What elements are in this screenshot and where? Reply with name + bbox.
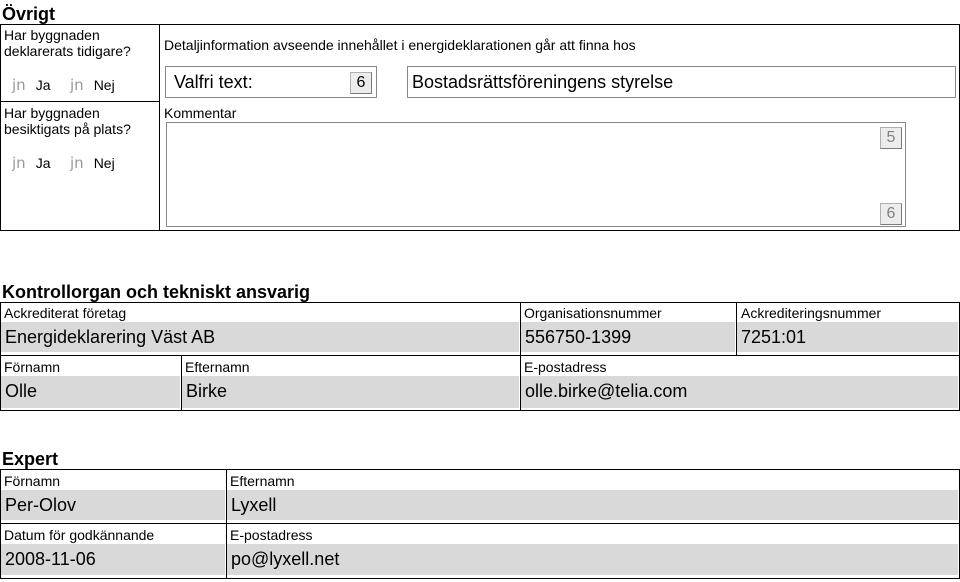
expert-row-divider — [0, 523, 960, 524]
fornamn-value: Olle — [5, 381, 38, 401]
kontroll-heading: Kontrollorgan och tekniskt ansvarig — [2, 282, 311, 302]
detail-info-text: Detaljinformation avseende innehållet i energideklarationen går att finna hos — [164, 37, 636, 53]
fornamn-label: Förnamn — [4, 359, 61, 375]
ackrediterat-value: Energideklarering Väst AB — [5, 327, 216, 347]
valfri-text-select[interactable] — [165, 66, 377, 98]
expert-datum-value: 2008-11-06 — [5, 549, 96, 569]
radio-deklarerats-ja[interactable] — [12, 77, 50, 93]
fornamn-field[interactable] — [1, 376, 181, 409]
dropdown-arrow-icon[interactable]: 6 — [350, 72, 372, 94]
expert-epost-value: po@lyxell.net — [231, 549, 340, 569]
epost-label: E-postadress — [524, 359, 607, 375]
radio-besiktigats-nej[interactable] — [70, 155, 115, 171]
valfri-text-label: Valfri text: — [174, 72, 253, 92]
radio-besiktigats-ja[interactable] — [12, 155, 50, 171]
orgnr-field[interactable] — [521, 322, 736, 353]
expert-fornamn-label: Förnamn — [4, 473, 61, 489]
expert-epost-field[interactable] — [227, 544, 959, 576]
efternamn-label: Efternamn — [185, 359, 250, 375]
radio-label: Nej — [93, 77, 115, 93]
expert-efternamn-field[interactable] — [227, 490, 959, 521]
radio-button-icon: jn — [12, 76, 26, 94]
radio-label: Ja — [35, 155, 51, 171]
expert-heading: Expert — [2, 449, 59, 469]
expert-fornamn-value: Per-Olov — [5, 495, 77, 515]
ackrnr-label: Ackrediteringsnummer — [741, 305, 882, 321]
efternamn-field[interactable] — [182, 376, 520, 409]
ackrnr-value: 7251:01 — [741, 327, 807, 347]
radio-button-icon: jn — [70, 76, 84, 94]
expert-efternamn-value: Lyxell — [231, 495, 277, 515]
orgnr-label: Organisationsnummer — [524, 305, 662, 321]
ovrigt-heading: Övrigt — [2, 4, 56, 24]
orgnr-value: 556750-1399 — [525, 327, 632, 347]
expert-datum-field[interactable] — [1, 544, 226, 576]
ovrigt-divider — [159, 24, 160, 231]
ovrigt-left-divider — [0, 101, 159, 102]
efternamn-value: Birke — [186, 381, 228, 401]
q-besiktigats-label: Har byggnaden besiktigats på plats? — [4, 105, 131, 137]
kommentar-label: Kommentar — [164, 105, 237, 121]
expert-efternamn-label: Efternamn — [230, 473, 295, 489]
expert-epost-label: E-postadress — [230, 527, 313, 543]
q-deklarerats-label: Har byggnaden deklarerats tidigare? — [4, 27, 131, 59]
scroll-down-icon[interactable]: 6 — [880, 203, 902, 225]
valfri-text-value: Bostadsrättsföreningens styrelse — [412, 72, 674, 92]
epost-field[interactable] — [521, 376, 959, 409]
radio-label: Ja — [35, 77, 51, 93]
radio-button-icon: jn — [12, 154, 26, 172]
ackrediterat-label: Ackrediterat företag — [4, 305, 127, 321]
expert-datum-label: Datum för godkännande — [4, 527, 155, 543]
ackrediterat-field[interactable] — [1, 322, 520, 353]
valfri-text-value-field[interactable] — [407, 66, 956, 98]
radio-label: Nej — [93, 155, 115, 171]
kontroll-row-divider — [0, 355, 960, 356]
radio-deklarerats-nej[interactable] — [70, 77, 115, 93]
scroll-up-icon[interactable]: 5 — [880, 127, 902, 149]
epost-value: olle.birke@telia.com — [525, 381, 688, 401]
expert-fornamn-field[interactable] — [1, 490, 226, 521]
radio-button-icon: jn — [70, 154, 84, 172]
ackrnr-field[interactable] — [737, 322, 959, 353]
kommentar-textarea[interactable] — [166, 122, 906, 227]
